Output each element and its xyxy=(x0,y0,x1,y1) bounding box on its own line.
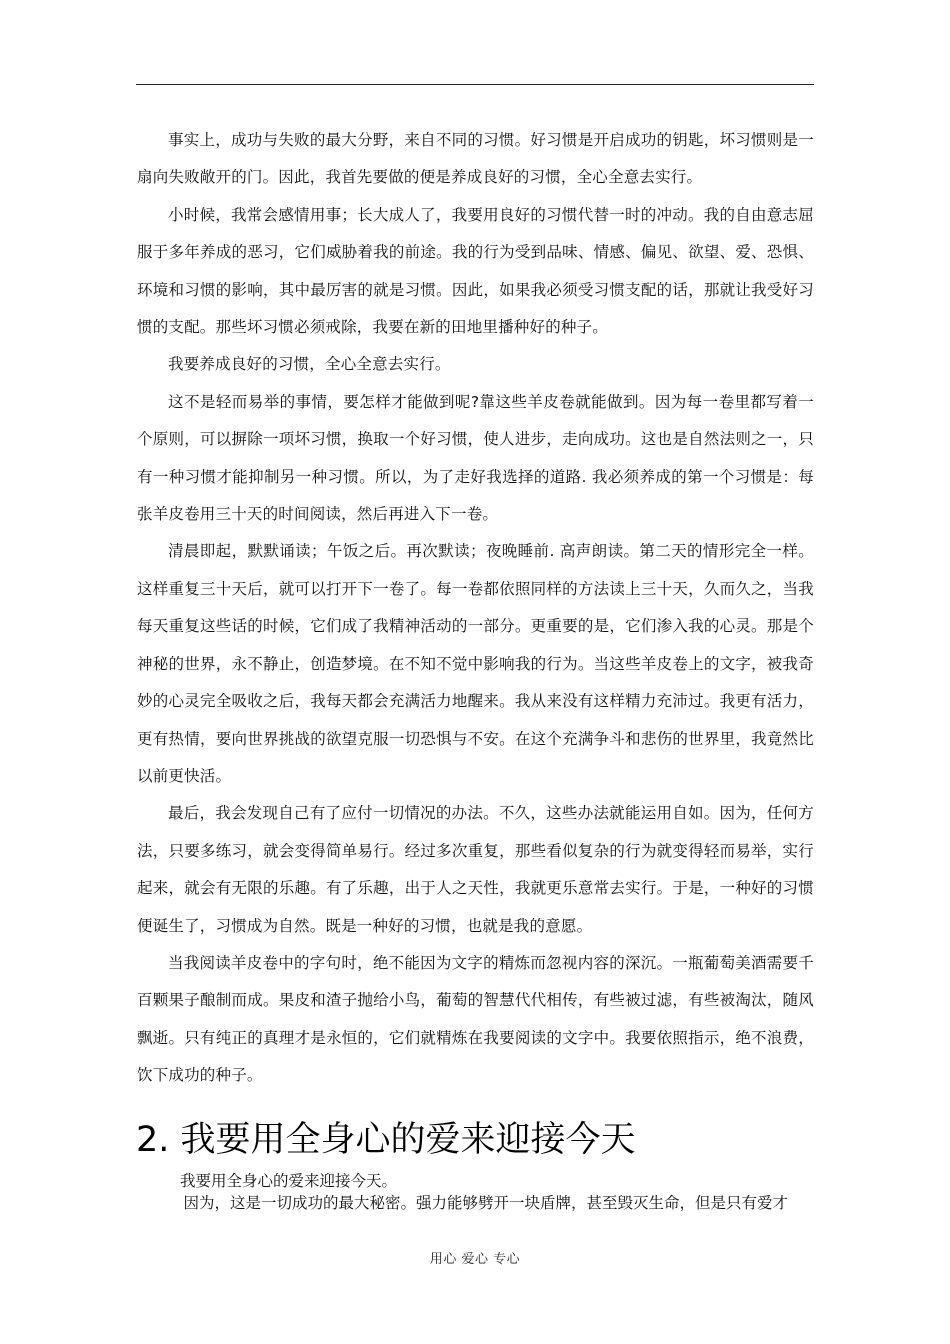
section-heading: 2. 我要用全身心的爱来迎接今天 xyxy=(136,1120,636,1160)
paragraph: 这不是轻而易举的事情，要怎样才能做到呢?靠这些羊皮卷就能做到。因为每一卷里都写着一个原则，可以摒除一项坏习惯，换取一个好习惯，使人进步，走向成功。这也是自然法则之一，只有一种习惯才能抑制另一种习惯。所以，为了走好我选择的道路. 我必须养成的第一个习惯是：每张羊皮卷用三十天的时间阅读，然后再进入下一卷。 xyxy=(137,392,814,524)
paragraph: 清晨即起，默默诵读；午饭之后。再次默读；夜晚睡前. 高声朗读。第二天的情形完全一样。这样重复三十天后，就可以打开下一卷了。每一卷都依照同样的方法读上三十天，久而久之，当我每天重复这些话的时候，它们成了我精神活动的一部分。更重要的是，它们渗入我的心灵。那是个神秘的世界，永不静止，创造梦境。在不知不觉中影响我的行为。当这些羊皮卷上的文字，被我奇妙的心灵完全吸收之后，我每天都会充满活力地醒来。我从来没有这样精力充沛过。我更有活力，更有热情，要向世界挑战的欲望克服一切恐惧与不安。在这个充满争斗和悲伤的世界里，我竟然比以前更快活。 xyxy=(137,542,814,785)
paragraph: 最后，我会发现自己有了应付一切情况的办法。不久，这些办法就能运用自如。因为，任何方法，只要多练习，就会变得简单易行。经过多次重复，那些看似复杂的行为就变得轻而易举，实行起来，就会有无限的乐趣。有了乐趣，出于人之天性，我就更乐意常去实行。于是，一种好的习惯便诞生了，习惯成为自然。既是一种好的习惯，也就是我的意愿。 xyxy=(137,804,814,935)
paragraph: 事实上，成功与失败的最大分野，来自不同的习惯。好习惯是开启成功的钥匙，坏习惯则是一扇向失败敞开的门。因此，我首先要做的便是养成良好的习惯，全心全意去实行。 xyxy=(137,131,814,187)
section-first-line: 我要用全身心的爱来迎接今天。 xyxy=(180,1172,398,1190)
section-paragraph: 因为，这是一切成功的最大秘密。强力能够劈开一块盾牌，甚至毁灭生命，但是只有爱才 xyxy=(183,1194,789,1212)
paragraph: 我要养成良好的习惯，全心全意去实行。 xyxy=(168,355,451,374)
paragraph: 当我阅读羊皮卷中的字句时，绝不能因为文字的精炼而忽视内容的深沉。一瓶葡萄美酒需要千百颗果子酿制而成。果皮和渣子抛给小鸟，葡萄的智慧代代相传，有些被过滤，有些被淘汰，随风飘逝。只有纯正的真理才是永恒的，它们就精炼在我要阅读的文字中。我要依照指示，绝不浪费，饮下成功的种子。 xyxy=(137,953,814,1085)
header-rule xyxy=(136,84,814,85)
page-footer: 用心 爱心 专心 xyxy=(429,1252,521,1267)
body-text xyxy=(137,122,814,1095)
paragraph: 小时候，我常会感情用事；长大成人了，我要用良好的习惯代替一时的冲动。我的自由意志屈服于多年养成的恶习，它们威胁着我的前途。我的行为受到品味、情感、偏见、欲望、爱、恐惧、环境和习惯的影响，其中最厉害的就是习惯。因此，如果我必须受习惯支配的话，那就让我受好习惯的支配。那些坏习惯必须戒除，我要在新的田地里播种好的种子。 xyxy=(137,205,814,337)
